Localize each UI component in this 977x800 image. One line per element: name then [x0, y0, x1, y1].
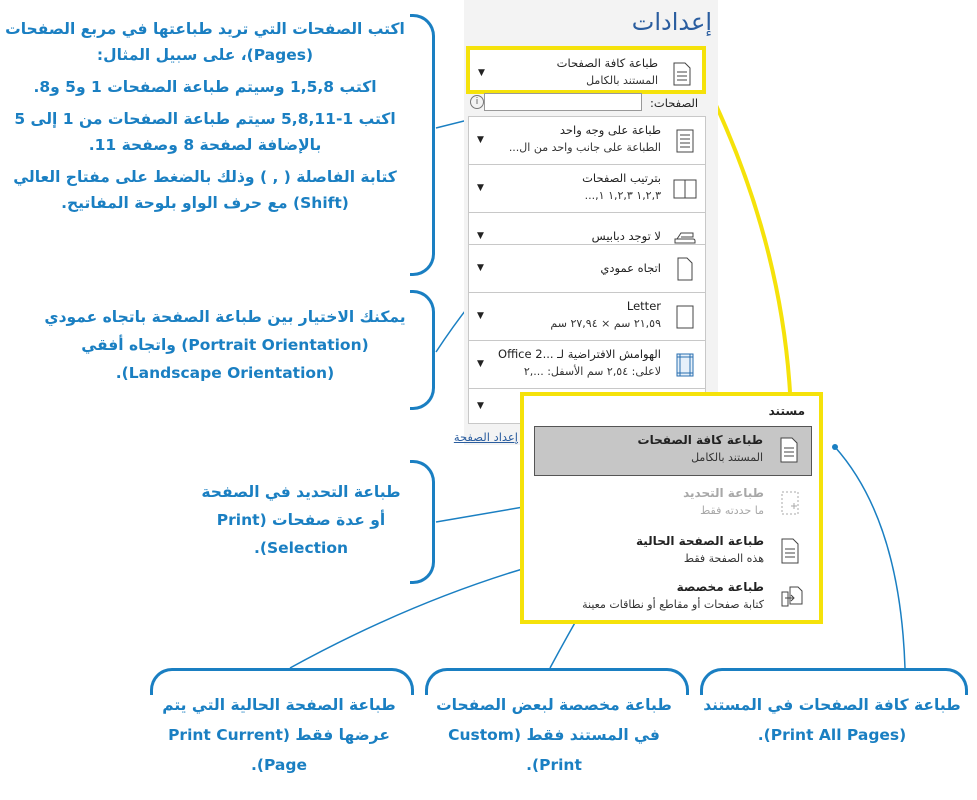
chevron-down-icon: ▼: [477, 359, 484, 369]
document-icon: [779, 437, 799, 463]
callout-pages-box: [4, 16, 406, 216]
paper-icon: [675, 305, 695, 329]
bracket-selection: [410, 460, 435, 584]
menu-item-custom-print[interactable]: [534, 574, 812, 624]
settings-title: إعدادات: [631, 8, 712, 36]
callout-print-all: طباعة كافة الصفحات في المستند (Print All Pages).: [703, 696, 961, 744]
paper-size-dropdown[interactable]: [468, 292, 706, 342]
menu-item-print-current[interactable]: [534, 528, 812, 578]
menu-item-title: طباعة مخصصة: [676, 580, 764, 594]
orientation-title: اتجاه عمودي: [600, 261, 661, 275]
selection-icon: [780, 490, 800, 516]
document-icon: [672, 62, 692, 86]
menu-item-title: طباعة الصفحة الحالية: [636, 534, 764, 548]
callout-orientation: يمكنك الاختيار بين طباعة الصفحة باتجاه عمودي (Portrait Orientation) واتجاه أفقي (Landscape Orientation).: [44, 308, 406, 382]
print-pages-title: طباعة كافة الصفحات: [556, 56, 658, 70]
chevron-down-icon: ▼: [478, 68, 485, 78]
margins-icon: [675, 353, 695, 377]
chevron-down-icon: ▼: [477, 263, 484, 273]
menu-item-sub: ما حددته فقط: [700, 504, 764, 517]
custom-print-icon: [780, 584, 804, 610]
margins-title: الهوامش الافتراضية لـ ...Office 2: [498, 347, 661, 361]
callout-pages-p1: اكتب الصفحات التي تريد طباعتها في مربع الصفحات (Pages)، على سبيل المثال:: [5, 20, 405, 64]
print-pages-dropdown[interactable]: [466, 46, 706, 94]
chevron-down-icon: ▼: [477, 135, 484, 145]
margins-sub: لاعلى: ٢,٥٤ سم الأسفل: ...,٢: [523, 365, 661, 378]
pages-label: الصفحات:: [650, 96, 699, 110]
sides-dropdown[interactable]: [468, 116, 706, 166]
menu-item-print-all[interactable]: [534, 426, 812, 476]
print-pages-sub: المستند بالكامل: [586, 74, 658, 87]
sides-sub: الطباعة على جانب واحد من ال...: [508, 141, 661, 154]
collate-sub: ١,٢,٣ ١,٢,٣ ١,...: [584, 189, 661, 202]
menu-item-title: طباعة كافة الصفحات: [637, 433, 763, 447]
print-range-menu: [520, 392, 823, 624]
callout-pages-p2: اكتب 1,5,8 وسيتم طباعة الصفحات 1 و5 و8.: [33, 78, 377, 96]
chevron-down-icon: ▼: [477, 401, 484, 411]
page-setup-link[interactable]: إعداد الصفحة: [453, 430, 518, 444]
callout-pages-p4: كتابة الفاصلة ( , ) وذلك بالضغط على مفتاح العالي (Shift) مع حرف الواو بلوحة المفاتيح.: [13, 168, 397, 212]
one-sided-icon: [675, 129, 695, 153]
menu-item-sub: كتابة صفحات أو مقاطع أو نطاقات معينة: [582, 598, 764, 611]
paper-size-sub: ٢١,٥٩ سم × ٢٧,٩٤ سم: [550, 317, 661, 330]
sides-title: طباعة على وجه واحد: [559, 123, 661, 137]
portrait-icon: [675, 257, 695, 281]
menu-item-sub: المستند بالكامل: [691, 451, 763, 464]
current-page-icon: [780, 538, 800, 564]
callout-print-selection: طباعة التحديد في الصفحة أو عدة صفحات (Print Selection).: [201, 483, 401, 557]
chevron-down-icon: ▼: [477, 183, 484, 193]
bracket-orientation: [410, 290, 435, 410]
collate-icon: [673, 177, 697, 201]
callout-print-current: طباعة الصفحة الحالية التي يتم عرضها فقط (Print Current Page).: [162, 696, 396, 774]
margins-dropdown[interactable]: [468, 340, 706, 390]
staple-title: لا توجد دبابيس: [591, 229, 661, 243]
menu-item-print-selection[interactable]: [534, 480, 812, 530]
chevron-down-icon: ▼: [477, 311, 484, 321]
chevron-down-icon: ▼: [477, 231, 484, 241]
info-icon[interactable]: i: [470, 95, 484, 109]
orientation-dropdown[interactable]: [468, 244, 706, 294]
callout-custom-print: طباعة مخصصة لبعض الصفحات في المستند فقط (Custom Print).: [436, 696, 672, 774]
callout-pages-p3: اكتب 1-5,8,11 سيتم طباعة الصفحات من 1 إلى 5 بالإضافة لصفحة 8 وصفحة 11.: [14, 110, 396, 154]
paper-size-title: Letter: [626, 299, 661, 313]
menu-item-sub: هذه الصفحة فقط: [683, 552, 764, 565]
menu-item-title: طباعة التحديد: [683, 486, 764, 500]
collate-dropdown[interactable]: [468, 164, 706, 214]
menu-header: مستند: [768, 404, 805, 418]
collate-title: بترتيب الصفحات: [582, 171, 661, 185]
bracket-pages: [410, 14, 435, 276]
pages-input[interactable]: [484, 93, 642, 111]
